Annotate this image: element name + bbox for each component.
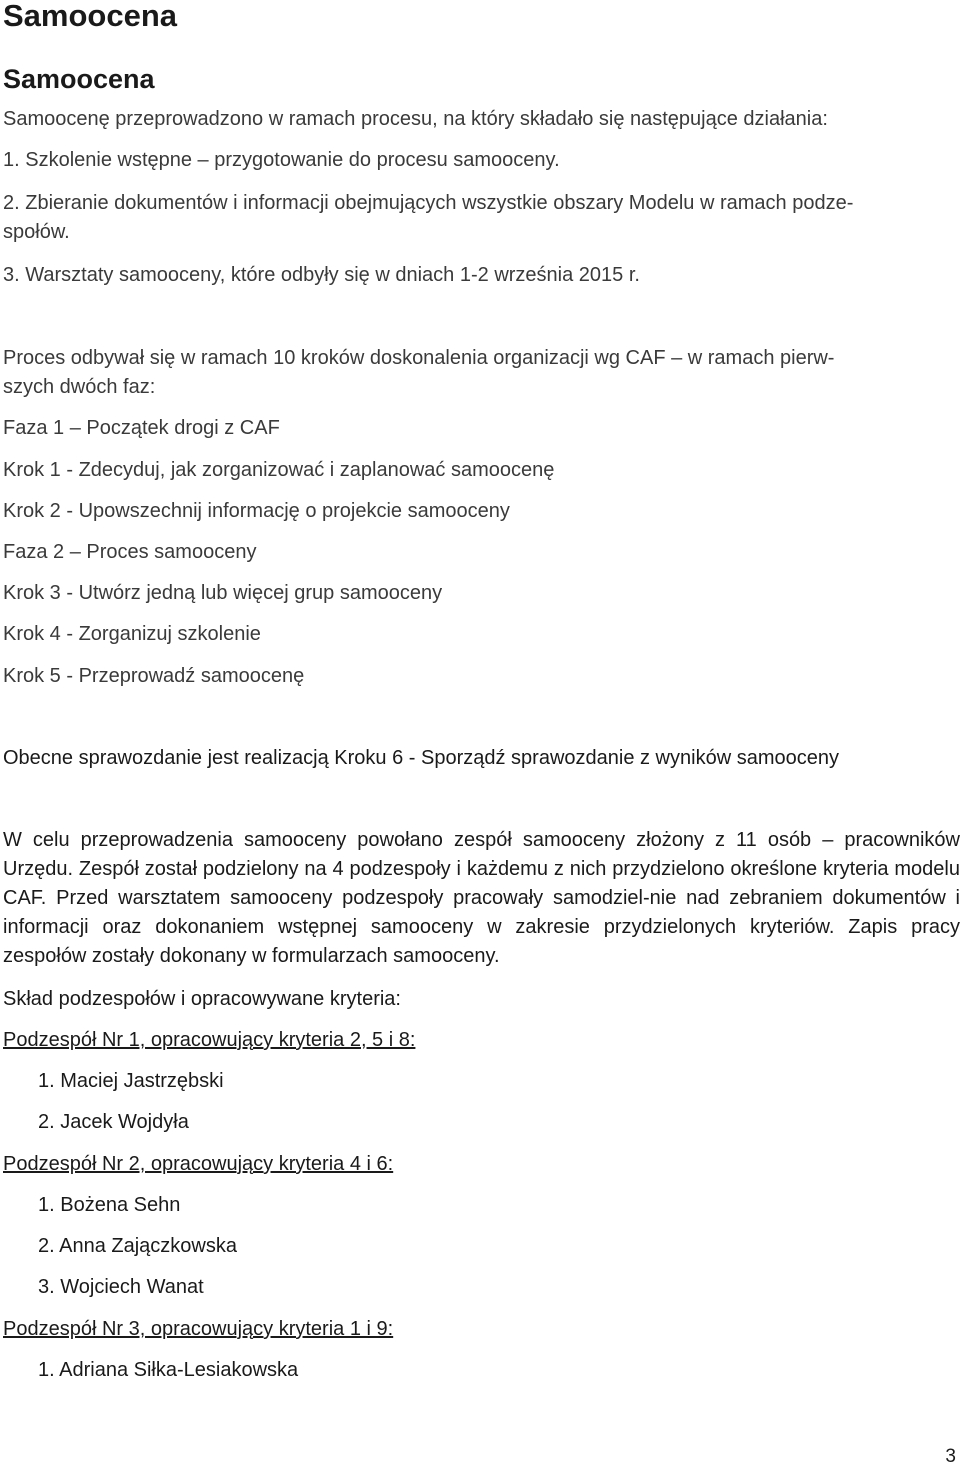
member-item: 1. Maciej Jastrzębski xyxy=(38,1070,224,1092)
team-paragraph: W celu przeprowadzenia samooceny powołano zespół samooceny złożony z 11 osób – pracowników Urzędu. Zespół został podzielony na 4 podzespoły i każdemu z nich przydzielono określone kryteria modelu CAF. Przed warsztatem samooceny podzespoły pracowały samodziel-nie nad zebraniem dokumentów i informacji oraz dokonaniem wstępnej samooceny w zakresie przydzielonych kryteriów. Zapis pracy zespołów zostały dokonany w formularzach samooceny. xyxy=(3,829,960,967)
step-item: Krok 5 - Przeprowadź samoocenę xyxy=(3,665,305,687)
member-item: 1. Bożena Sehn xyxy=(38,1194,181,1216)
page-title: Samoocena xyxy=(3,0,178,33)
phase-heading: Faza 1 – Początek drogi z CAF xyxy=(3,417,280,439)
steps-list-item: 1. Szkolenie wstępne – przygotowanie do procesu samooceny. xyxy=(3,149,560,171)
member-item: 2. Jacek Wojdyła xyxy=(38,1111,189,1133)
page-number: 3 xyxy=(945,1446,956,1467)
section-title: Samoocena xyxy=(3,64,155,94)
subteam-heading: Podzespół Nr 1, opracowujący kryteria 2, 5 i 8: xyxy=(3,1029,416,1051)
composition-heading: Skład podzespołów i opracowywane kryteria: xyxy=(3,988,401,1010)
report-line: Obecne sprawozdanie jest realizacją Kroku 6 - Sporządź sprawozdanie z wyników samooceny xyxy=(3,747,839,769)
process-paragraph: Proces odbywał się w ramach 10 kroków doskonalenia organizacji wg CAF – w ramach pierw- xyxy=(3,347,835,369)
subteam-heading: Podzespół Nr 2, opracowujący kryteria 4 i 6: xyxy=(3,1153,394,1175)
member-item: 2. Anna Zajączkowska xyxy=(38,1235,237,1257)
steps-list-item: społów. xyxy=(3,221,70,243)
phase-heading: Faza 2 – Proces samooceny xyxy=(3,541,257,563)
process-paragraph: szych dwóch faz: xyxy=(3,376,156,398)
step-item: Krok 4 - Zorganizuj szkolenie xyxy=(3,623,261,645)
member-item: 3. Wojciech Wanat xyxy=(38,1276,204,1298)
step-item: Krok 3 - Utwórz jedną lub więcej grup samooceny xyxy=(3,582,443,604)
steps-list-item: 2. Zbieranie dokumentów i informacji obejmujących wszystkie obszary Modelu w ramach podze- xyxy=(3,192,854,214)
steps-list-item: 3. Warsztaty samooceny, które odbyły się w dniach 1-2 września 2015 r. xyxy=(3,264,640,286)
intro-text: Samoocenę przeprowadzono w ramach procesu, na który składało się następujące działania: xyxy=(3,108,828,130)
member-item: 1. Adriana Siłka-Lesiakowska xyxy=(38,1359,299,1381)
step-item: Krok 2 - Upowszechnij informację o projekcie samooceny xyxy=(3,500,510,522)
subteam-heading: Podzespół Nr 3, opracowujący kryteria 1 i 9: xyxy=(3,1318,394,1340)
step-item: Krok 1 - Zdecyduj, jak zorganizować i zaplanować samoocenę xyxy=(3,459,555,481)
